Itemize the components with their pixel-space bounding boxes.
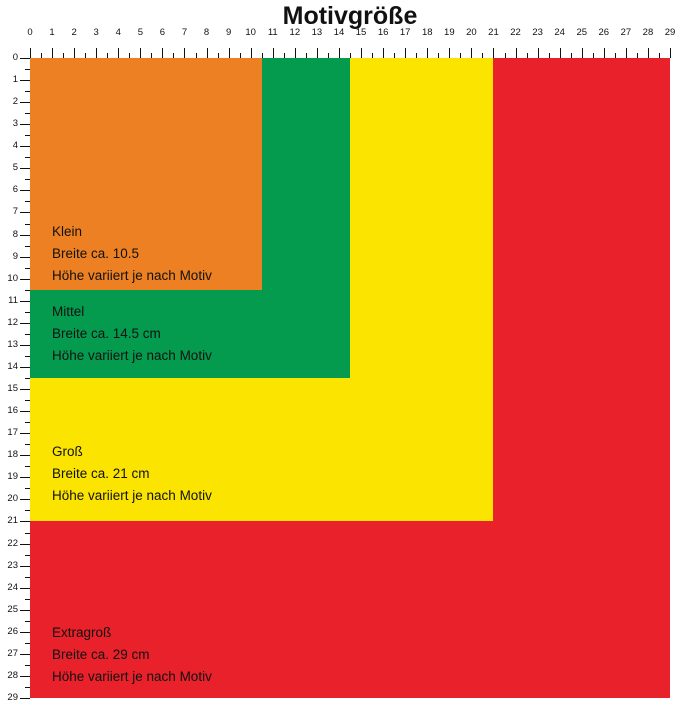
ruler-tick-label-top: 25 [576, 27, 588, 38]
ruler-tick-label-top: 3 [93, 27, 99, 38]
ruler-tick-label-left: 6 [12, 184, 18, 196]
ruler-tick-label-top: 7 [181, 27, 188, 38]
ruler-tick-label-left: 1 [12, 74, 18, 86]
size-width-extragross: Breite ca. 29 cm [52, 647, 150, 662]
ruler-tick-label-left: 20 [7, 493, 18, 505]
ruler-tick-label-top: 6 [159, 27, 166, 38]
ruler-tick-left [20, 433, 30, 434]
ruler-tick-label-top: 14 [333, 27, 345, 38]
ruler-tick-left [20, 190, 30, 191]
ruler-tick-top [604, 48, 605, 58]
ruler-tick-label-top: 17 [399, 27, 411, 38]
ruler-tick-label-left: 10 [7, 272, 18, 284]
ruler-tick-label-top: 28 [642, 27, 654, 38]
ruler-tick-top [273, 48, 274, 58]
ruler-tick-label-top: 12 [289, 27, 301, 38]
ruler-tick-label-top: 24 [554, 27, 565, 38]
ruler-tick-top [140, 48, 141, 58]
ruler-tick-label-left: 2 [12, 96, 18, 108]
ruler-tick-left [20, 102, 30, 103]
ruler-tick-top [471, 48, 472, 58]
size-label-mittel [52, 301, 212, 367]
ruler-tick-label-left: 11 [8, 294, 18, 306]
ruler-tick-left [20, 301, 30, 302]
ruler-tick-label-left: 14 [7, 360, 18, 372]
ruler-tick-label-top: 23 [532, 27, 543, 38]
size-width-mittel: Breite ca. 14.5 cm [52, 326, 161, 341]
ruler-tick-top [295, 48, 296, 58]
ruler-tick-top [251, 48, 252, 58]
ruler-tick-label-top: 9 [225, 27, 232, 38]
ruler-tick-left [20, 411, 30, 412]
ruler-tick-label-left: 24 [7, 581, 18, 593]
ruler-tick-label-top: 8 [203, 27, 210, 38]
ruler-tick-top [405, 48, 406, 58]
size-name-klein: Klein [52, 224, 83, 239]
ruler-tick-label-left: 17 [7, 427, 18, 439]
ruler-tick-label-left: 7 [12, 206, 18, 218]
ruler-tick-label-top: 27 [620, 27, 632, 38]
size-height-extragross: Höhe variiert je nach Motiv [52, 669, 212, 684]
ruler-tick-left [20, 345, 30, 346]
ruler-tick-left [20, 80, 30, 81]
ruler-tick-label-top: 10 [245, 27, 256, 38]
ruler-tick-label-top: 22 [510, 27, 521, 38]
ruler-tick-left [20, 477, 30, 478]
ruler-tick-left [20, 212, 30, 213]
size-label-extragross [52, 622, 212, 688]
ruler-tick-left [20, 124, 30, 125]
page-title: Motivgröße [282, 2, 418, 30]
size-name-extragross: Extragroß [52, 625, 112, 640]
ruler-tick-top [52, 48, 53, 58]
ruler-tick-left [20, 521, 30, 522]
ruler-tick-left [20, 367, 30, 368]
ruler-tick-label-left: 8 [12, 228, 18, 240]
size-name-mittel: Mittel [52, 304, 85, 319]
ruler-tick-label-left: 3 [12, 118, 18, 130]
ruler-tick-left [20, 257, 30, 258]
ruler-tick-label-left: 15 [7, 383, 18, 395]
ruler-tick-top [162, 48, 163, 58]
size-height-mittel: Höhe variiert je nach Motiv [52, 348, 212, 363]
ruler-tick-label-left: 26 [7, 625, 18, 637]
size-width-klein: Breite ca. 10.5 [52, 246, 140, 261]
ruler-tick-top [74, 48, 75, 58]
ruler-tick-label-left: 22 [7, 537, 18, 549]
ruler-tick-left [20, 455, 30, 456]
ruler-tick-top [229, 48, 230, 58]
ruler-tick-label-top: 18 [421, 27, 433, 38]
ruler-tick-left [20, 323, 30, 324]
ruler-horizontal [27, 27, 676, 58]
ruler-tick-top [317, 48, 318, 58]
ruler-tick-left [20, 279, 30, 280]
ruler-tick-left [20, 610, 30, 611]
ruler-tick-label-left: 19 [7, 471, 18, 483]
ruler-tick-top [30, 48, 31, 58]
ruler-tick-top [207, 48, 208, 58]
ruler-tick-label-top: 29 [664, 27, 676, 38]
ruler-tick-label-top: 20 [466, 27, 477, 38]
ruler-tick-label-top: 16 [377, 27, 389, 38]
ruler-tick-top [626, 48, 627, 58]
ruler-tick-label-left: 18 [7, 449, 18, 461]
size-width-gross: Breite ca. 21 cm [52, 466, 150, 481]
ruler-tick-top [383, 48, 384, 58]
ruler-tick-top [582, 48, 583, 58]
ruler-tick-label-top: 19 [444, 27, 455, 38]
ruler-tick-label-top: 1 [49, 27, 55, 38]
ruler-tick-label-left: 12 [7, 316, 18, 328]
ruler-tick-top [449, 48, 450, 58]
ruler-tick-left [20, 168, 30, 169]
size-label-gross [52, 441, 212, 507]
ruler-tick-left [20, 499, 30, 500]
ruler-tick-label-top: 11 [267, 27, 278, 38]
ruler-tick-label-left: 9 [12, 250, 18, 262]
ruler-tick-left [20, 698, 30, 699]
ruler-tick-top [361, 48, 362, 58]
ruler-tick-label-left: 21 [7, 515, 18, 527]
ruler-tick-left [20, 389, 30, 390]
ruler-tick-label-left: 25 [7, 603, 18, 615]
ruler-tick-left [20, 654, 30, 655]
ruler-tick-left [20, 544, 30, 545]
ruler-tick-label-left: 28 [7, 669, 18, 681]
ruler-tick-label-left: 27 [7, 647, 18, 659]
ruler-vertical [2, 52, 30, 703]
ruler-tick-left [20, 58, 30, 59]
ruler-tick-label-top: 21 [488, 27, 499, 38]
size-label-klein [52, 221, 212, 287]
ruler-tick-left [20, 676, 30, 677]
ruler-tick-top [648, 48, 649, 58]
ruler-tick-top [493, 48, 494, 58]
ruler-tick-top [118, 48, 119, 58]
ruler-tick-label-left: 0 [12, 52, 18, 63]
ruler-tick-left [20, 146, 30, 147]
ruler-tick-label-left: 13 [7, 338, 18, 350]
ruler-tick-label-left: 16 [7, 405, 18, 417]
size-comparison-chart [30, 58, 670, 698]
ruler-tick-top [339, 48, 340, 58]
ruler-tick-top [184, 48, 185, 58]
ruler-tick-label-top: 0 [27, 27, 33, 38]
ruler-tick-left [20, 588, 30, 589]
ruler-tick-label-top: 5 [137, 27, 143, 38]
ruler-tick-label-left: 4 [12, 140, 18, 152]
ruler-tick-top [670, 48, 671, 58]
ruler-tick-left [20, 235, 30, 236]
size-height-klein: Höhe variiert je nach Motiv [52, 268, 212, 283]
ruler-tick-left [20, 566, 30, 567]
ruler-tick-top [560, 48, 561, 58]
ruler-tick-top [427, 48, 428, 58]
ruler-tick-top [96, 48, 97, 58]
size-height-gross: Höhe variiert je nach Motiv [52, 488, 212, 503]
ruler-tick-label-top: 2 [71, 27, 77, 38]
ruler-tick-label-top: 4 [115, 27, 121, 38]
ruler-tick-top [516, 48, 517, 58]
ruler-tick-label-top: 15 [355, 27, 367, 38]
ruler-tick-left [20, 632, 30, 633]
ruler-tick-top [538, 48, 539, 58]
ruler-tick-label-left: 29 [7, 692, 18, 703]
ruler-tick-label-left: 5 [12, 162, 18, 174]
ruler-tick-label-top: 13 [311, 27, 323, 38]
size-name-gross: Groß [52, 444, 83, 459]
ruler-tick-label-left: 23 [7, 559, 18, 571]
ruler-tick-label-top: 26 [598, 27, 610, 38]
